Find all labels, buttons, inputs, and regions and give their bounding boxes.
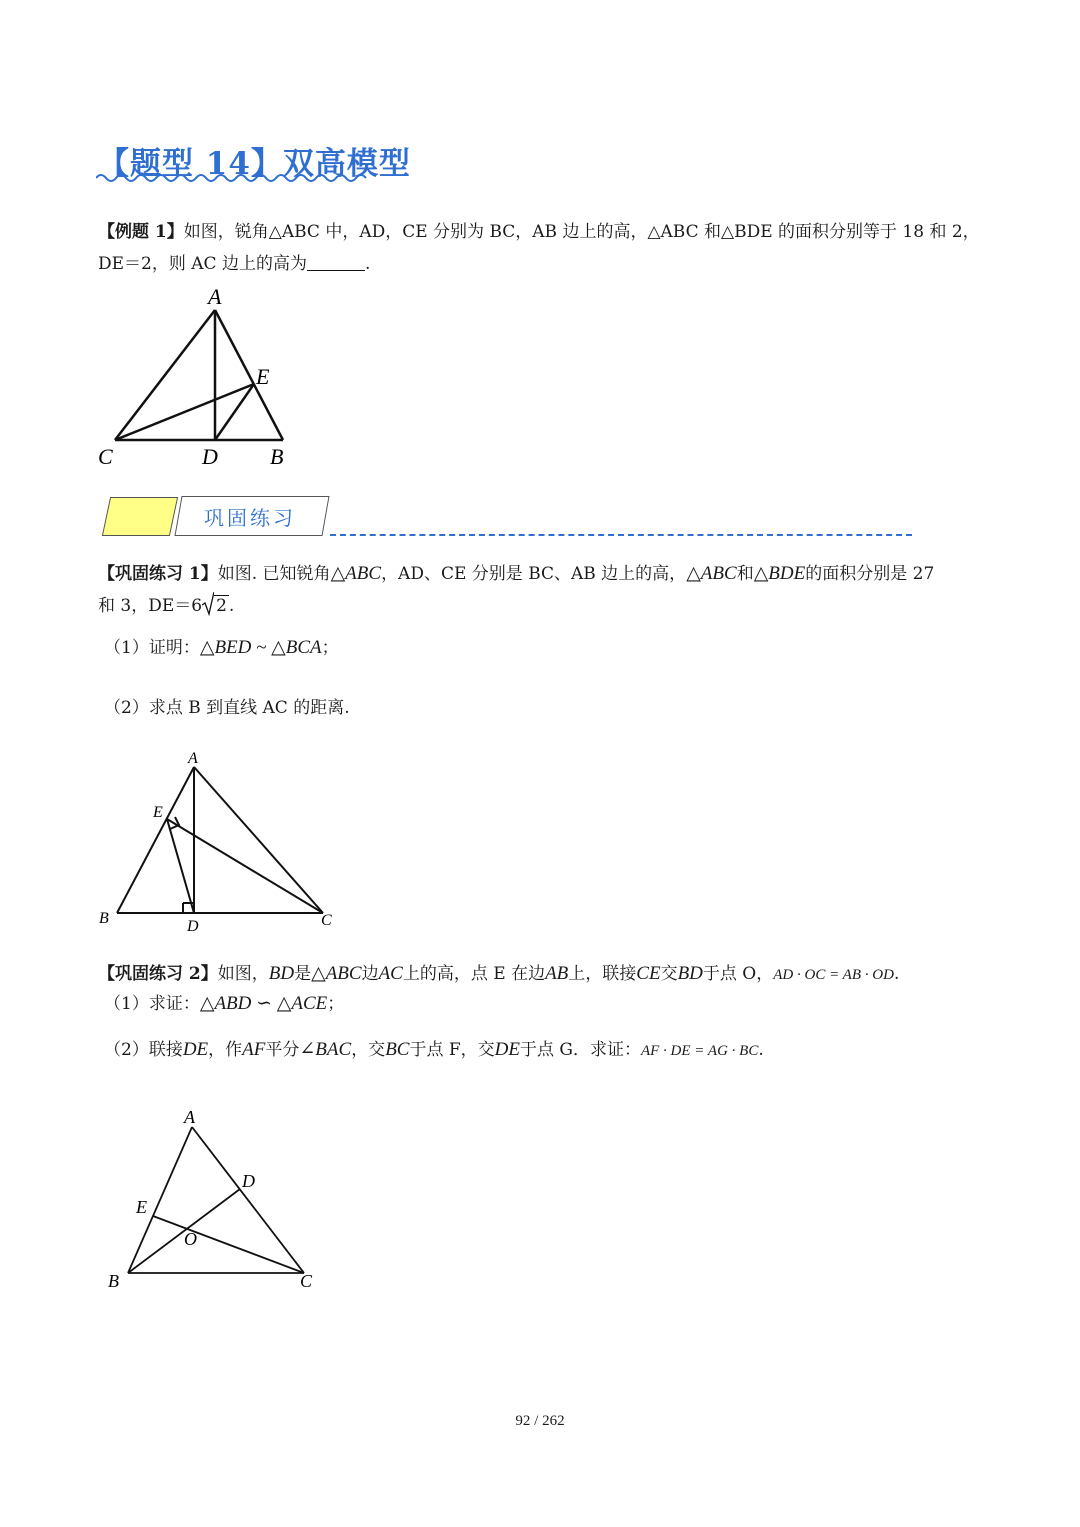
practice1-line1: 【巩固练习 1】如图. 已知锐角△ABC，AD、CE 分别是 BC、AB 边上的高，△ABC和△BDE的面积分别是 27 [98, 563, 935, 584]
label-d: D [242, 1171, 255, 1191]
answer-blank [307, 252, 365, 271]
example1-line2: DE＝2，则 AC 边上的高为 . [98, 254, 371, 274]
section-title: 【题型 14】双高模型 [98, 146, 411, 182]
figure-example1 [90, 280, 320, 475]
label-c: C [300, 1271, 313, 1291]
label-a: A [208, 284, 222, 309]
banner-yellow-block [102, 497, 178, 536]
triangle-practice2 [128, 1127, 304, 1273]
label-d: D [187, 918, 199, 935]
label-o: O [184, 1229, 197, 1249]
label-e: E [153, 804, 163, 821]
label-c: C [98, 444, 113, 469]
practice1-line2: 和 3，DE＝6 2 . [98, 590, 234, 622]
label-b: B [99, 910, 109, 927]
practice2-line1: 【巩固练习 2】如图，BD是△ABC边AC上的高，点 E 在边AB上，联接CE交BD于点 O，AD · OC = AB · OD. [98, 963, 900, 984]
figure-practice1 [95, 745, 345, 940]
practice2-q1: （1）求证：△ABD ∽ △ACE； [104, 993, 345, 1014]
label-a: A [184, 1107, 195, 1127]
page-number: 92 / 262 [515, 1413, 565, 1429]
practice1-tag: 【巩固练习 1】 [98, 564, 218, 584]
banner-label: 巩固练习 [204, 506, 296, 530]
practice2-q2: （2）联接DE，作AF平分∠BAC，交BC于点 F，交DE于点 G．求证：AF · DE = AG · BC. [104, 1039, 764, 1060]
label-d: D [202, 444, 218, 469]
figure-practice2 [100, 1105, 340, 1295]
sqrt-symbol: 2 [202, 590, 229, 622]
label-e: E [256, 364, 270, 389]
label-a: A [188, 750, 198, 767]
label-b: B [108, 1271, 119, 1291]
title-wavy-underline [96, 172, 371, 184]
example1-tag: 【例题 1】 [98, 222, 184, 242]
practice2-tag: 【巩固练习 2】 [98, 964, 218, 984]
label-c: C [321, 912, 332, 929]
example1-line1: 【例题 1】如图，锐角△ABC 中，AD，CE 分别为 BC，AB 边上的高，△ABC 和△BDE 的面积分别等于 18 和 2， [98, 222, 980, 242]
label-e: E [136, 1197, 147, 1217]
practice1-q2: （2）求点 B 到直线 AC 的距离. [104, 698, 350, 718]
banner-dashed-line [330, 534, 912, 536]
practice1-q1: （1）证明：△BED ~ △BCA； [104, 637, 339, 658]
triangle-practice1 [117, 767, 323, 913]
label-b: B [270, 444, 284, 469]
